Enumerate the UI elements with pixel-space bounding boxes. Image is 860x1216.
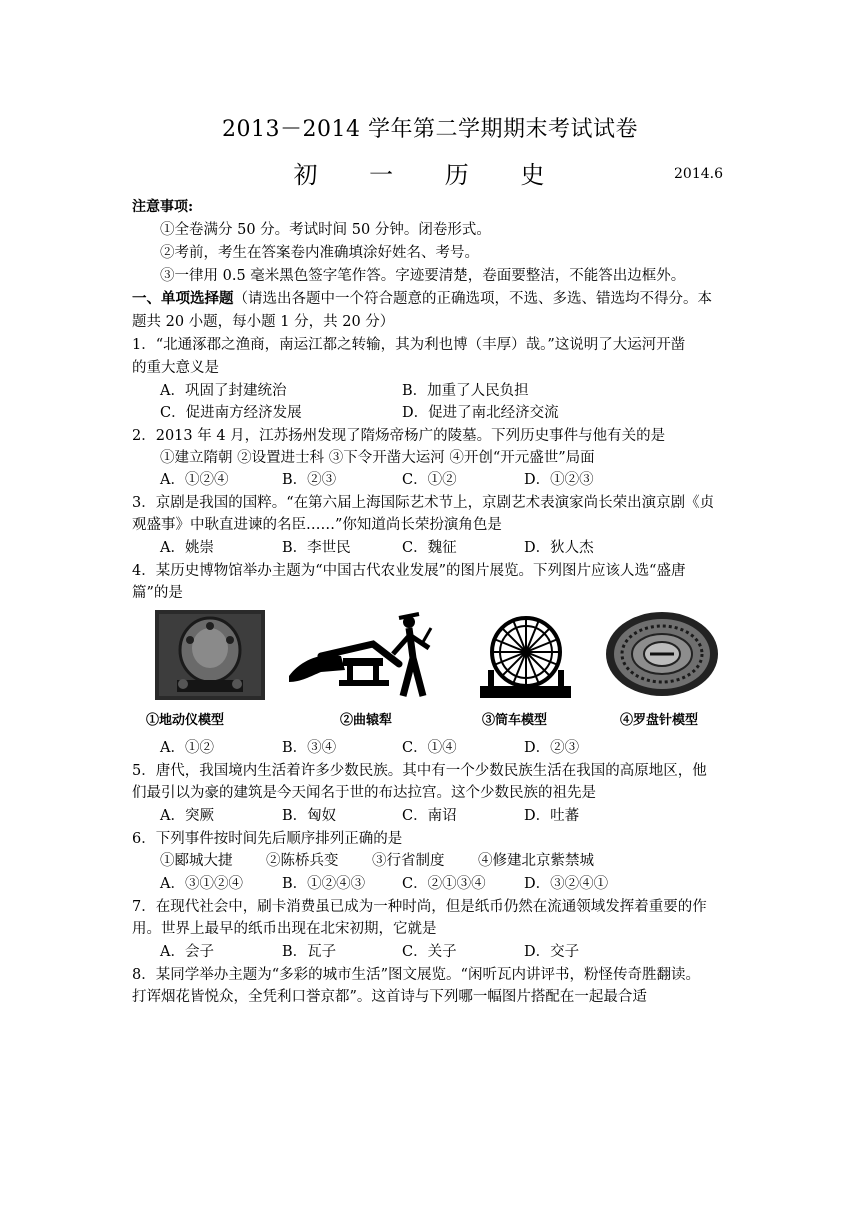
q4-stem-2: 篇”的是 bbox=[132, 585, 183, 601]
q6-option-a: A．③①②④ bbox=[160, 876, 243, 892]
q5-option-a: A．突厥 bbox=[160, 808, 214, 824]
notice-item: ③一律用 0.5 毫米黑色签字笔作答。字迹要清楚，卷面要整洁，不能答出边框外。 bbox=[160, 268, 686, 284]
q6-item: ④修建北京紫禁城 bbox=[478, 853, 594, 869]
q3-option-d: D．狄人杰 bbox=[524, 540, 594, 556]
q4-caption: ④罗盘针模型 bbox=[620, 713, 699, 728]
q1-option-a: A．巩固了封建统治 bbox=[160, 383, 287, 399]
q6-item: ①郾城大捷 bbox=[160, 853, 233, 869]
exam-title: 2013－2014 学年第二学期期末考试试卷 bbox=[222, 117, 638, 142]
q1-option-d: D．促进了南北经济交流 bbox=[402, 405, 559, 421]
q6-item: ②陈桥兵变 bbox=[266, 853, 339, 869]
q5-option-c: C．南诏 bbox=[402, 808, 457, 824]
seismograph-image bbox=[155, 610, 265, 700]
q5-option-b: B．匈奴 bbox=[282, 808, 337, 824]
q6-option-d: D．③②④① bbox=[524, 876, 609, 892]
q6-stem: 6．下列事件按时间先后顺序排列正确的是 bbox=[132, 831, 403, 847]
q4-stem: 4．某历史博物馆举办主题为“中国古代农业发展”的图片展览。下列图片应该人选“盛唐 bbox=[132, 563, 686, 579]
q5-option-d: D．吐蕃 bbox=[524, 808, 580, 824]
q7-option-c: C．关子 bbox=[402, 944, 457, 960]
q7-option-d: D．交子 bbox=[524, 944, 580, 960]
q4-option-b: B．③④ bbox=[282, 740, 337, 756]
q4-image-row bbox=[148, 610, 738, 702]
q1-option-b: B．加重了人民负担 bbox=[402, 383, 529, 399]
q6-option-b: B．①②④③ bbox=[282, 876, 366, 892]
q2-stem: 2．2013 年 4 月，江苏扬州发现了隋炀帝杨广的陵墓。下列历史事件与他有关的是 bbox=[132, 428, 666, 444]
q1-option-c: C．促进南方经济发展 bbox=[160, 405, 302, 421]
q8-stem-2: 打诨烟花皆悦众，全凭利口誉京都”。这首诗与下列哪一幅图片搭配在一起最合适 bbox=[132, 989, 647, 1005]
section-heading: 一、单项选择题 bbox=[132, 290, 234, 307]
q7-option-a: A．会子 bbox=[160, 944, 214, 960]
q2-items: ①建立隋朝 ②设置进士科 ③下令开凿大运河 ④开创“开元盛世”局面 bbox=[160, 450, 595, 466]
compass-image bbox=[603, 610, 721, 700]
q2-option-a: A．①②④ bbox=[160, 472, 229, 488]
exam-subtitle: 初 一 历 史 bbox=[293, 161, 567, 189]
q7-stem: 7．在现代社会中，刷卡消费虽已成为一种时尚，但是纸币仍然在流通领域发挥着重要的作 bbox=[132, 899, 707, 915]
q1-stem: 1．“北通涿郡之渔商，南运江都之转输，其为利也博（丰厚）哉。”这说明了大运河开凿 bbox=[132, 337, 686, 353]
curved-plough-image bbox=[281, 610, 451, 700]
q7-option-b: B．瓦子 bbox=[282, 944, 337, 960]
q2-option-b: B．②③ bbox=[282, 472, 337, 488]
q5-stem: 5．唐代，我国境内生活着许多少数民族。其中有一个少数民族生活在我国的高原地区，他 bbox=[132, 763, 707, 779]
section-desc-2: 题共 20 小题，每小题 1 分，共 20 分） bbox=[132, 314, 395, 330]
notice-heading: 注意事项: bbox=[132, 199, 194, 215]
q4-option-d: D．②③ bbox=[524, 740, 580, 756]
section-heading-line bbox=[132, 288, 712, 310]
section-desc: （请选出各题中一个符合题意的正确选项，不选、多选、错选均不得分。本 bbox=[233, 291, 712, 307]
q1-stem-2: 的重大意义是 bbox=[132, 360, 219, 376]
q3-stem-2: 观盛事》中耿直进谏的名臣……”你知道尚长荣扮演角色是 bbox=[132, 517, 502, 533]
q3-option-c: C．魏征 bbox=[402, 540, 457, 556]
water-wheel-image bbox=[478, 610, 573, 700]
q2-option-d: D．①②③ bbox=[524, 472, 594, 488]
q5-stem-2: 们最引以为豪的建筑是今天闻名于世的布达拉宫。这个少数民族的祖先是 bbox=[132, 785, 596, 801]
q8-stem: 8．某同学举办主题为“多彩的城市生活”图文展览。“闲听瓦内讲评书，粉怪传奇胜翻读。 bbox=[132, 967, 700, 983]
notice-item: ②考前，考生在答案卷内准确填涂好姓名、考号。 bbox=[160, 245, 479, 261]
q4-caption: ②曲辕犁 bbox=[340, 713, 393, 728]
q3-option-a: A．姚崇 bbox=[160, 540, 214, 556]
q3-option-b: B．李世民 bbox=[282, 540, 351, 556]
q6-option-c: C．②①③④ bbox=[402, 876, 486, 892]
q4-caption: ①地动仪模型 bbox=[146, 713, 225, 728]
q4-option-a: A．①② bbox=[160, 740, 214, 756]
q2-option-c: C．①② bbox=[402, 472, 457, 488]
q7-stem-2: 用。世界上最早的纸币出现在北宋初期，它就是 bbox=[132, 921, 437, 937]
exam-date: 2014.6 bbox=[674, 166, 723, 182]
notice-item: ①全卷满分 50 分。考试时间 50 分钟。闭卷形式。 bbox=[160, 222, 491, 238]
q4-caption: ③筒车模型 bbox=[482, 713, 548, 728]
q3-stem: 3．京剧是我国的国粹。“在第六届上海国际艺术节上，京剧艺术表演家尚长荣出演京剧《贞 bbox=[132, 495, 715, 511]
q4-option-c: C．①④ bbox=[402, 740, 457, 756]
q6-item: ③行省制度 bbox=[372, 853, 445, 869]
